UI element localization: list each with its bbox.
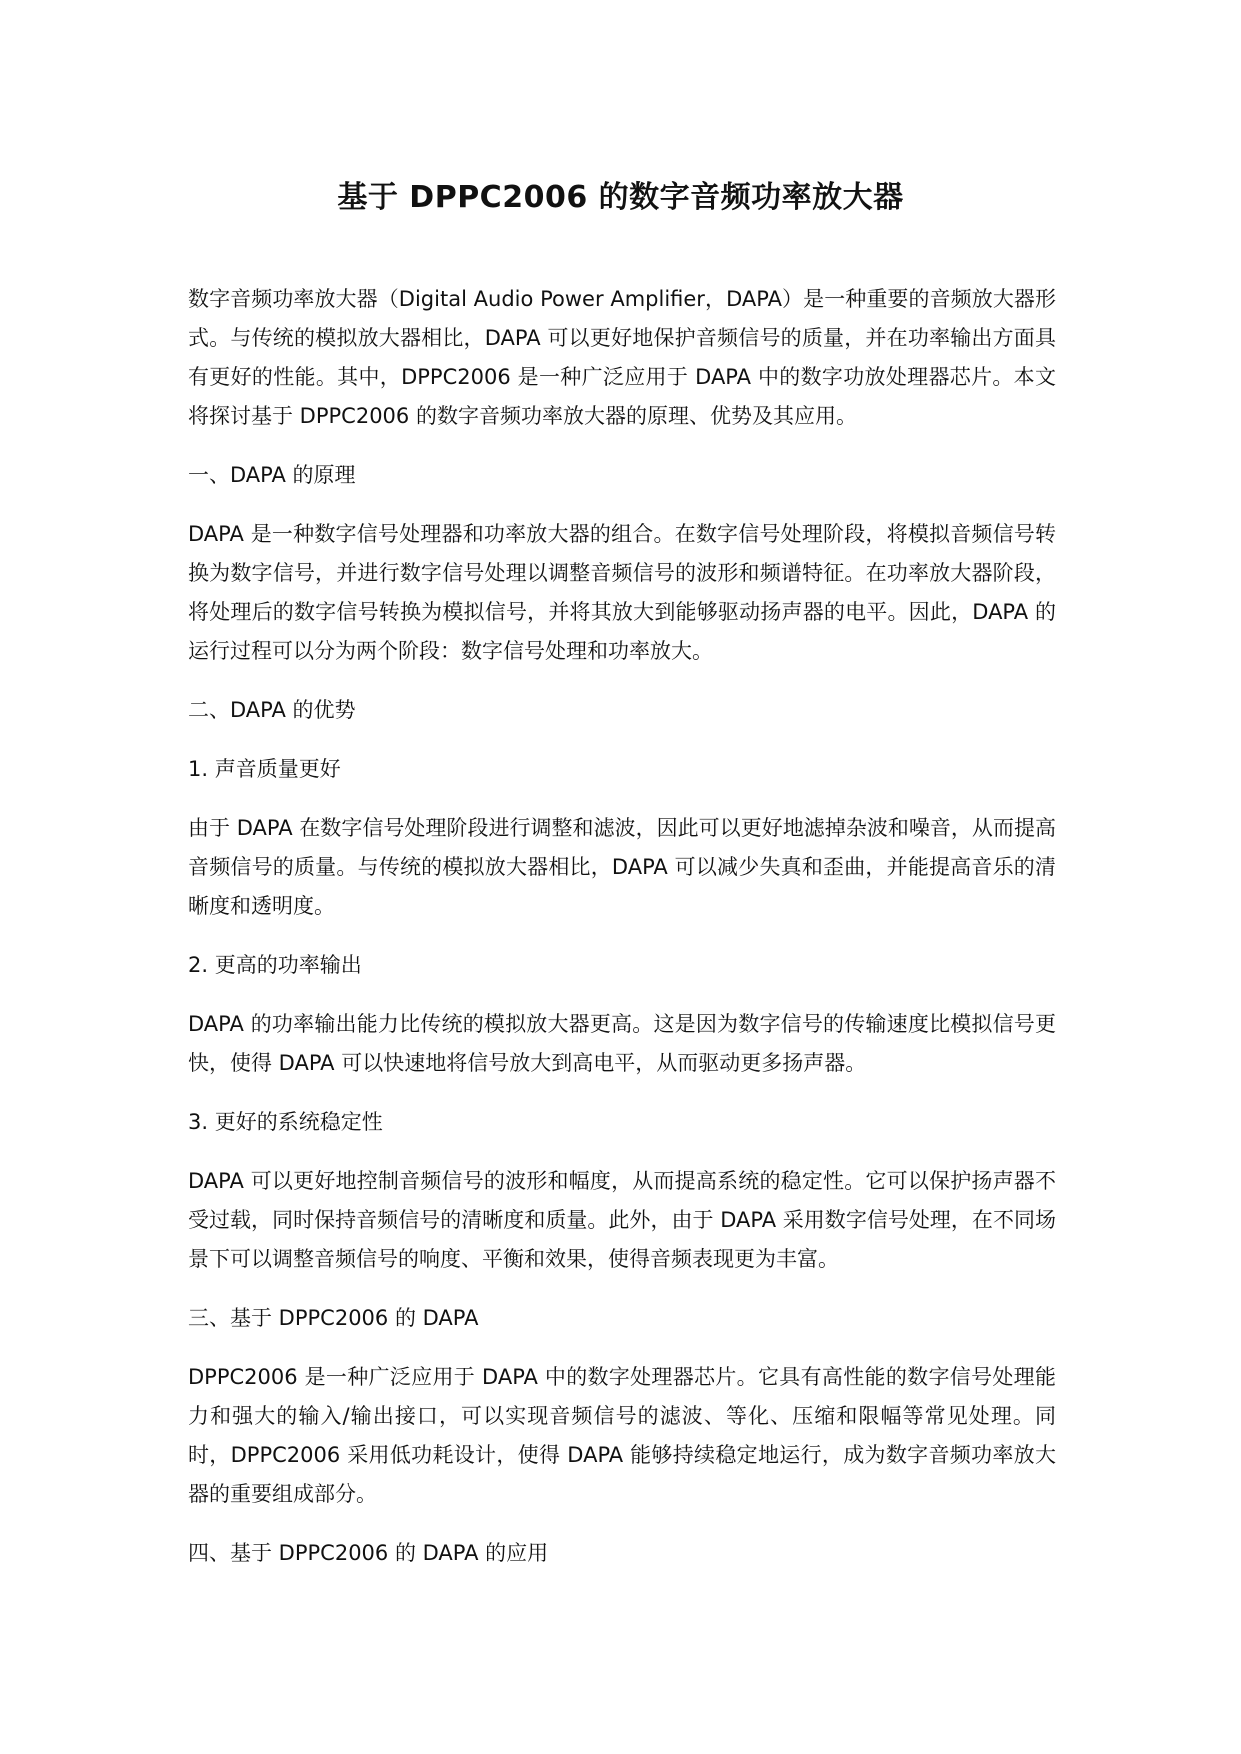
subheading-power-output: 2. 更高的功率输出: [188, 953, 362, 977]
subheading-sound-quality: 1. 声音质量更好: [188, 757, 341, 781]
document-body: [188, 280, 1056, 1593]
subheading-stability: 3. 更好的系统稳定性: [188, 1110, 383, 1134]
stability-paragraph: DAPA 可以更好地控制音频信号的波形和幅度，从而提高系统的稳定性。它可以保护扬声器不受过载，同时保持音频信号的清晰度和质量。此外，由于 DAPA 采用数字信号处理，在不同场景下可以调整音频信号的响度、平衡和效果，使得音频表现更为丰富。: [188, 1169, 1056, 1271]
section-heading-applications: 四、基于 DPPC2006 的 DAPA 的应用: [188, 1541, 549, 1565]
intro-paragraph: 数字音频功率放大器（Digital Audio Power Amplifier，DAPA）是一种重要的音频放大器形式。与传统的模拟放大器相比，DAPA 可以更好地保护音频信号的质量，并在功率输出方面具有更好的性能。其中，DPPC2006 是一种广泛应用于 DAPA 中的数字功放处理器芯片。本文将探讨基于 DPPC2006 的数字音频功率放大器的原理、优势及其应用。: [188, 287, 1056, 428]
section-heading-dppc2006: 三、基于 DPPC2006 的 DAPA: [188, 1306, 479, 1330]
principle-paragraph: DAPA 是一种数字信号处理器和功率放大器的组合。在数字信号处理阶段，将模拟音频信号转换为数字信号，并进行数字信号处理以调整音频信号的波形和频谱特征。在功率放大器阶段，将处理后的数字信号转换为模拟信号，并将其放大到能够驱动扬声器的电平。因此，DAPA 的运行过程可以分为两个阶段：数字信号处理和功率放大。: [188, 522, 1056, 663]
section-heading-advantages: 二、DAPA 的优势: [188, 698, 356, 722]
section-heading-principle: 一、DAPA 的原理: [188, 463, 356, 487]
power-output-paragraph: DAPA 的功率输出能力比传统的模拟放大器更高。这是因为数字信号的传输速度比模拟信号更快，使得 DAPA 可以快速地将信号放大到高电平，从而驱动更多扬声器。: [188, 1012, 1056, 1075]
document-title: 基于 DPPC2006 的数字音频功率放大器: [337, 180, 904, 215]
sound-quality-paragraph: 由于 DAPA 在数字信号处理阶段进行调整和滤波，因此可以更好地滤掉杂波和噪音，从而提高音频信号的质量。与传统的模拟放大器相比，DAPA 可以减少失真和歪曲，并能提高音乐的清晰度和透明度。: [188, 816, 1056, 918]
dppc2006-paragraph: DPPC2006 是一种广泛应用于 DAPA 中的数字处理器芯片。它具有高性能的数字信号处理能力和强大的输入/输出接口，可以实现音频信号的滤波、等化、压缩和限幅等常见处理。同时，DPPC2006 采用低功耗设计，使得 DAPA 能够持续稳定地运行，成为数字音频功率放大器的重要组成部分。: [188, 1365, 1056, 1506]
